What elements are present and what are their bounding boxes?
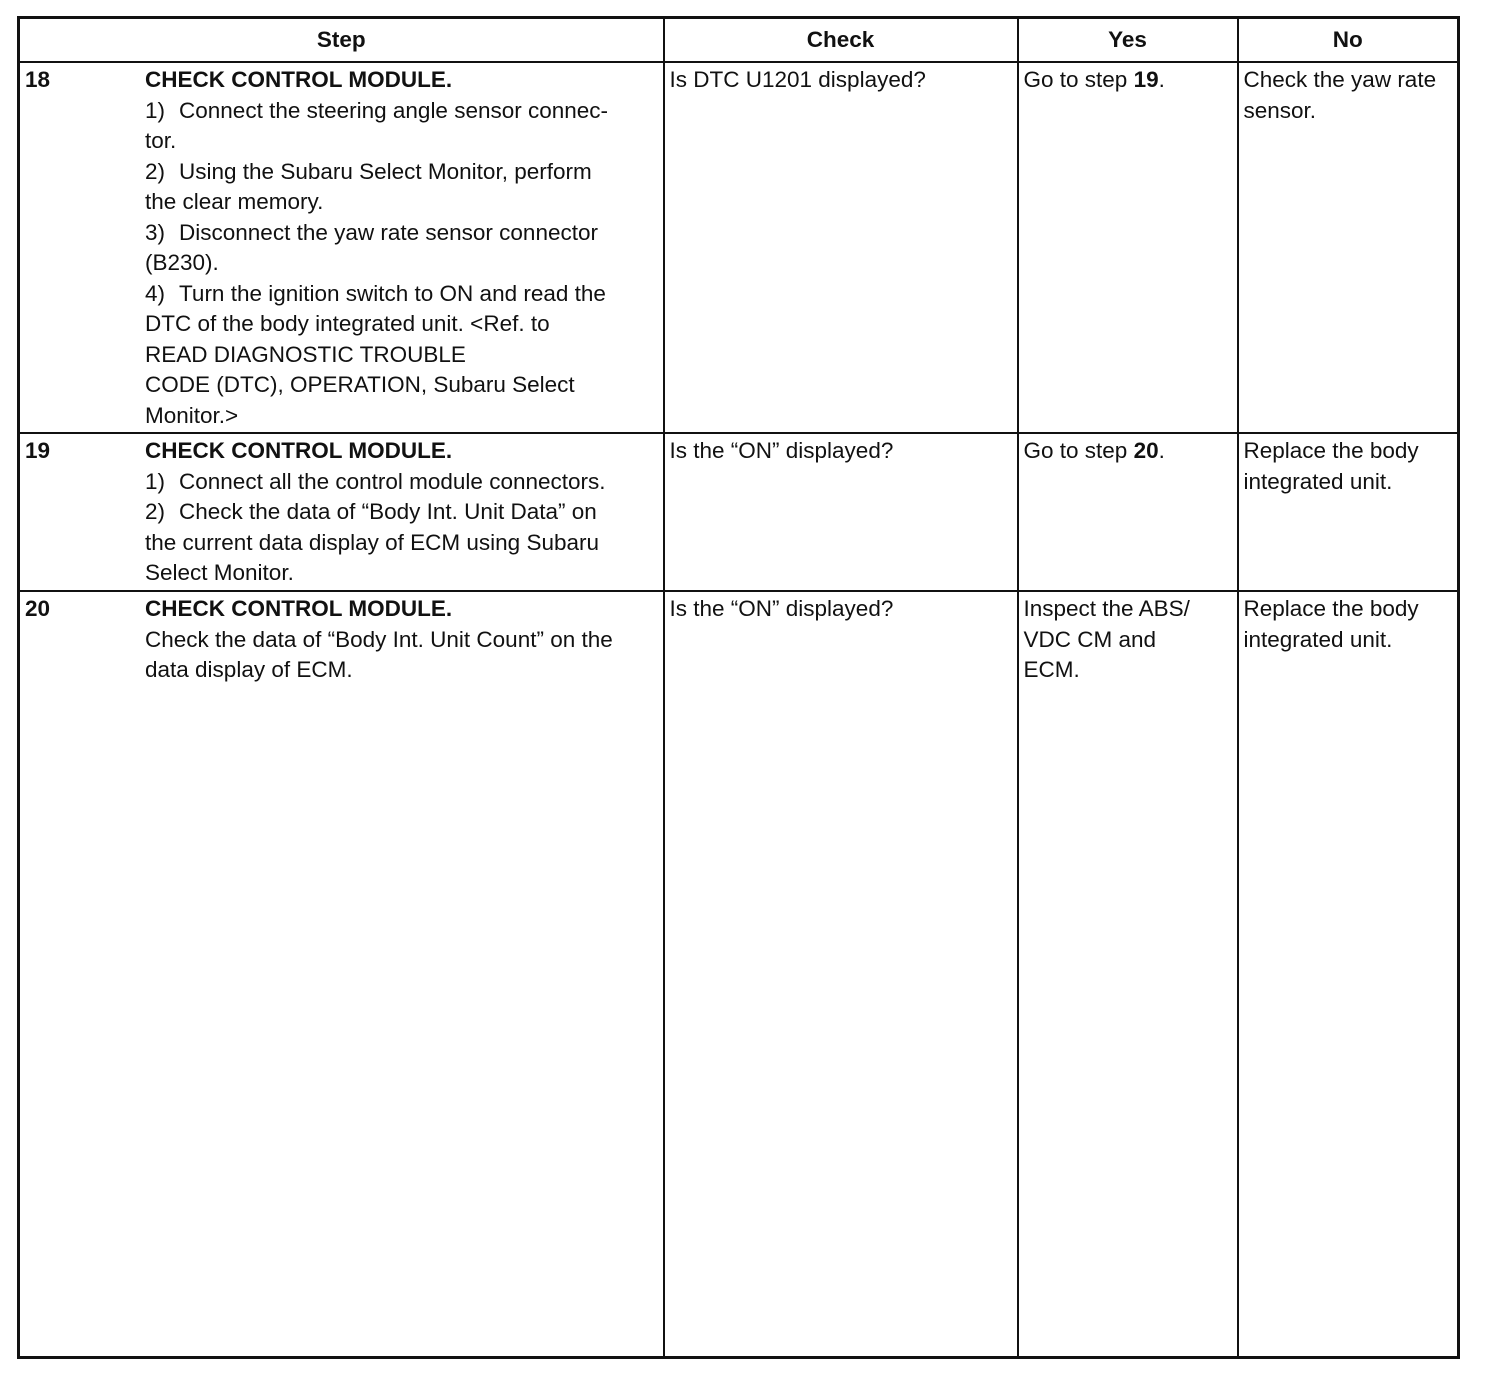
step-item: DTC of the body integrated unit. <Ref. to (145, 311, 550, 336)
step-number: 20 (25, 596, 51, 621)
step-cell (19, 591, 664, 1358)
step-body (145, 436, 658, 589)
no-cell: Replace the body integrated unit. (1238, 433, 1459, 591)
step-title: CHECK CONTROL MODULE. (145, 596, 453, 621)
step-title: CHECK CONTROL MODULE. (145, 67, 453, 92)
table-row (19, 62, 1459, 433)
step-item: Check the data of “Body Int. Unit Count” on the (145, 626, 613, 652)
check-cell: Is DTC U1201 displayed? (664, 62, 1018, 433)
step-item: 2) Check the data of “Body Int. Unit Data” on (145, 499, 597, 524)
header-yes: Yes (1018, 18, 1238, 63)
no-cell: Replace the body integrated unit. (1238, 591, 1459, 1358)
table-row (19, 591, 1459, 1358)
table-row (19, 433, 1459, 591)
step-item: 4) Turn the ignition switch to ON and read the (145, 280, 606, 306)
step-body (145, 594, 658, 686)
diagnostic-table (17, 16, 1460, 1359)
step-cell (19, 62, 664, 433)
check-cell: Is the “ON” displayed? (664, 591, 1018, 1358)
check-cell: Is the “ON” displayed? (664, 433, 1018, 591)
step-item: CODE (DTC), OPERATION, Subaru Select (145, 372, 575, 397)
header-check: Check (664, 18, 1018, 63)
step-item: data display of ECM. (145, 657, 353, 682)
step-item: 2) Using the Subaru Select Monitor, perform (145, 158, 592, 184)
step-cell (19, 433, 664, 591)
header-row (19, 18, 1459, 63)
step-number: 19 (25, 438, 51, 463)
yes-cell: Inspect the ABS/ VDC CM and ECM. (1018, 591, 1238, 1358)
header-no: No (1238, 18, 1459, 63)
yes-cell: Go to step 19. (1018, 62, 1238, 433)
step-item: (B230). (145, 250, 219, 275)
no-cell: Check the yaw rate sensor. (1238, 62, 1459, 433)
step-body (145, 65, 658, 431)
step-item: 3) Disconnect the yaw rate sensor connector (145, 219, 598, 245)
step-item: 1) Connect all the control module connectors. (145, 468, 606, 494)
step-item: 1) Connect the steering angle sensor connec- (145, 97, 609, 123)
step-number: 18 (25, 67, 51, 92)
step-item: Select Monitor. (145, 560, 294, 585)
step-item: the clear memory. (145, 189, 324, 214)
step-item: Monitor.> (145, 402, 239, 428)
step-item: the current data display of ECM using Subaru (145, 529, 599, 555)
yes-cell: Go to step 20. (1018, 433, 1238, 591)
header-step: Step (19, 18, 664, 63)
step-item: tor. (145, 128, 177, 153)
step-title: CHECK CONTROL MODULE. (145, 438, 453, 463)
step-item: READ DIAGNOSTIC TROUBLE (145, 341, 466, 367)
